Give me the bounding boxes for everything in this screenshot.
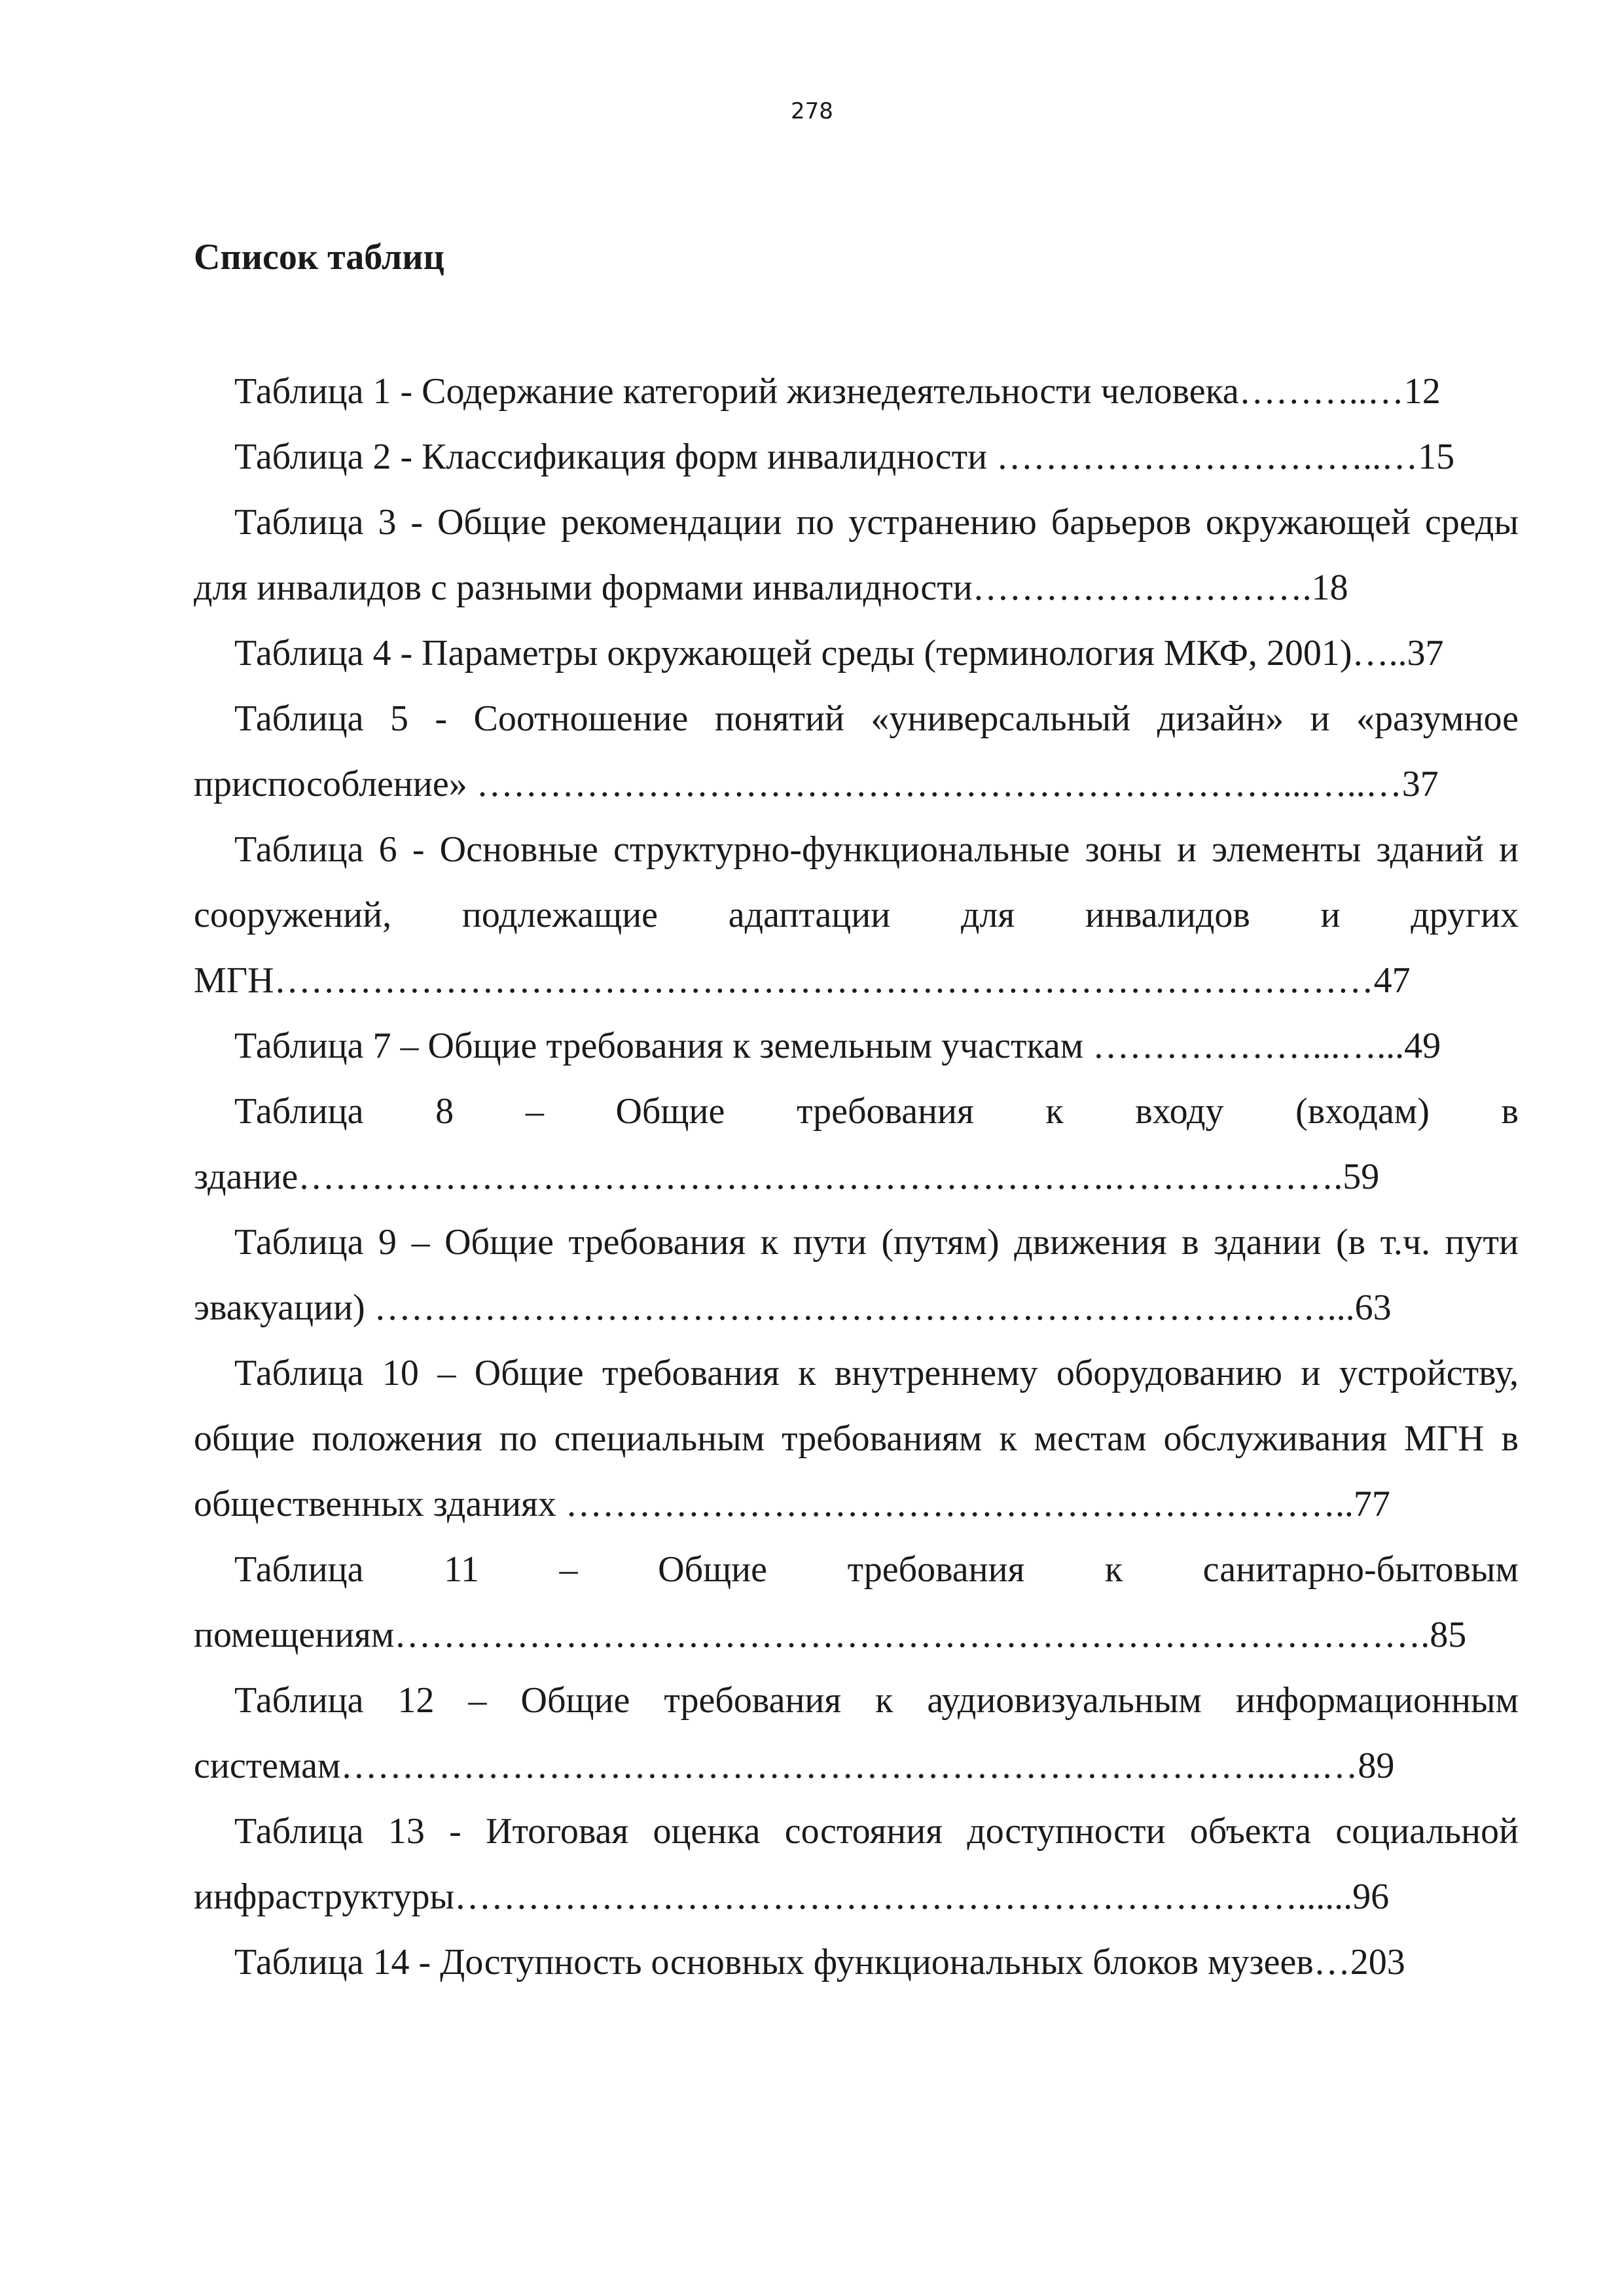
list-item: Таблица 8 – Общие требования к входу (входам) в здание………………………………………………………….……………….59 xyxy=(194,1091,1519,1197)
list-item: Таблица 9 – Общие требования к пути (путям) движения в здании (в т.ч. пути эвакуации) ……………………………………………………………………...63 xyxy=(194,1222,1519,1328)
list-item: Таблица 4 - Параметры окружающей среды (терминология МКФ, 2001)…..37 xyxy=(234,633,1444,673)
list-item: Таблица 6 - Основные структурно-функциональные зоны и элементы зданий и сооружений, подлежащие адаптации для инвалидов и других МГН………………………………………………………………………………47 xyxy=(194,829,1519,1001)
page-title: Список таблиц xyxy=(194,237,444,278)
page-number: 278 xyxy=(791,98,833,124)
list-item: Таблица 10 – Общие требования к внутреннему оборудованию и устройству, общие положения по специальным требованиям к местам обслуживания МГН в общественных зданиях ………………………………………………………..77 xyxy=(194,1353,1519,1524)
list-item: Таблица 2 - Классификация форм инвалидности …………………………..…15 xyxy=(234,437,1455,477)
list-item: Таблица 11 – Общие требования к санитарно-бытовым помещениям………………………………………………………………………….85 xyxy=(194,1549,1519,1655)
list-item: Таблица 13 - Итоговая оценка состояния доступности объекта социальной инфраструктуры……………………………………………………………......96 xyxy=(194,1811,1519,1917)
list-item: Таблица 12 – Общие требования к аудиовизуальным информационным системам…………………………………………………………………..….…89 xyxy=(194,1680,1519,1786)
list-item: Таблица 7 – Общие требования к земельным участкам ………………...…...49 xyxy=(234,1026,1441,1066)
list-item: Таблица 3 - Общие рекомендации по устранению барьеров окружающей среды для инвалидов с разными формами инвалидности……………………….18 xyxy=(194,502,1519,608)
table-list xyxy=(194,359,1519,1995)
list-item: Таблица 5 - Соотношение понятий «универсальный дизайн» и «разумное приспособление» …………………………………………………………...…..…37 xyxy=(194,698,1519,804)
list-item: Таблица 1 - Содержание категорий жизнедеятельности человека………..…12 xyxy=(234,371,1441,412)
list-item: Таблица 14 - Доступность основных функциональных блоков музеев…203 xyxy=(234,1942,1405,1982)
